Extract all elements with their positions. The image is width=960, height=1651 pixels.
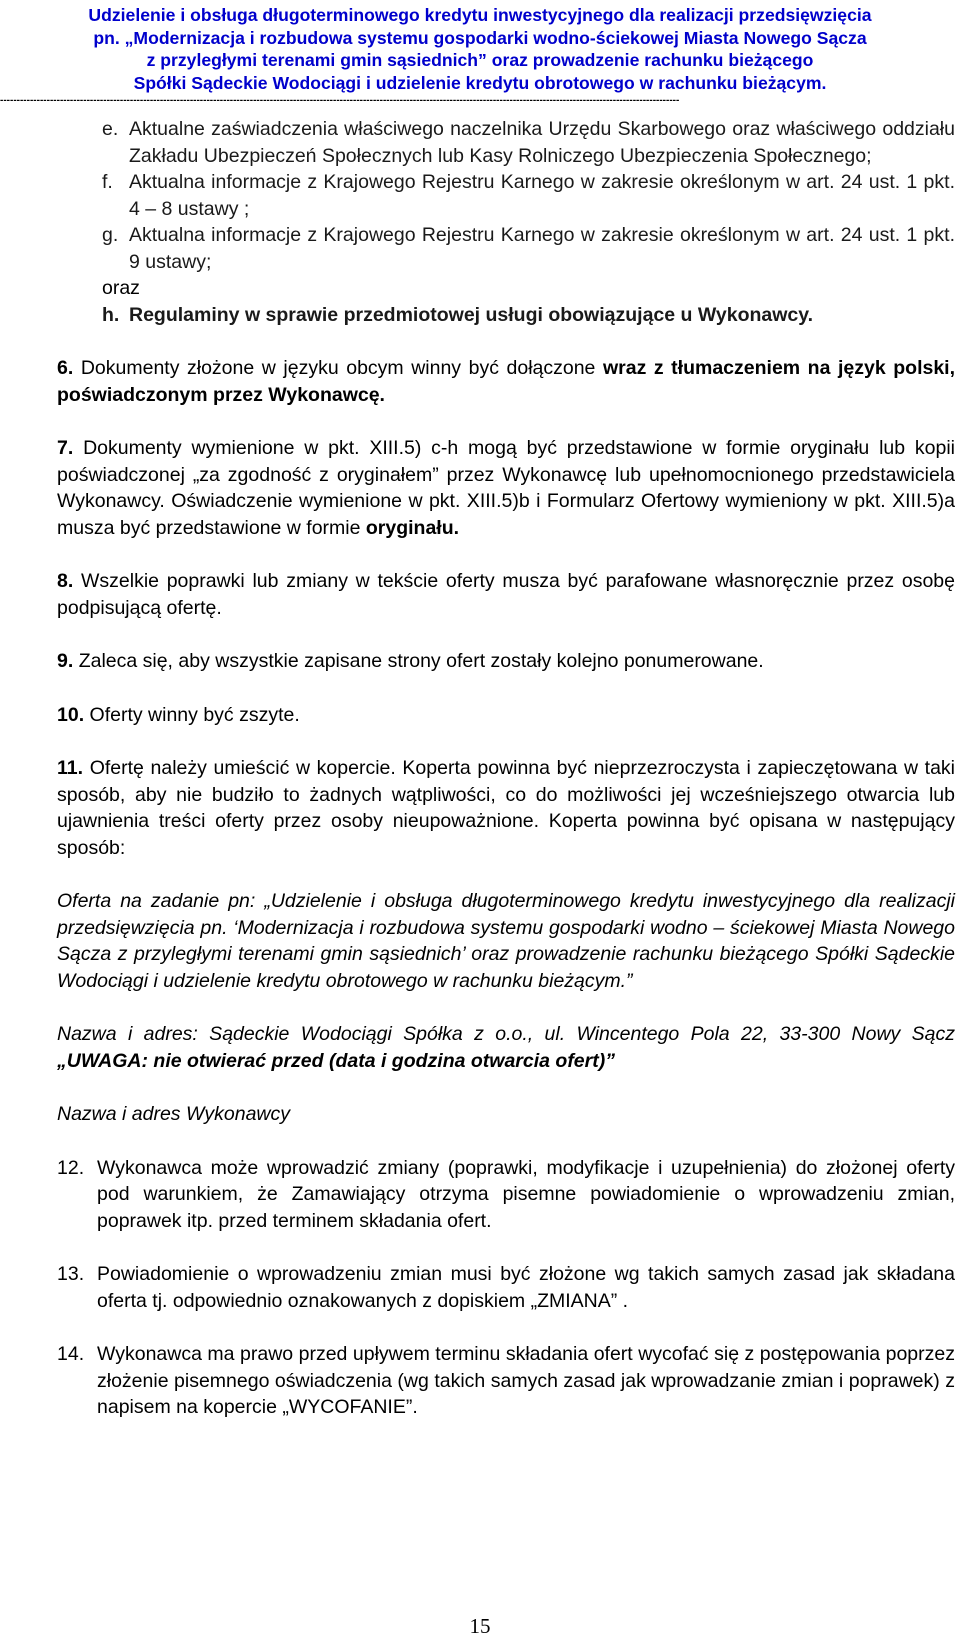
- item-text-11: Ofertę należy umieścić w kopercie. Koperta powinna być nieprzezroczysta i zapieczętowana w taki sposób, aby nie budziło to żadnych wątpliwości, co do możliwości jej wcześniejszego otwarcia lub ujawnienia treści oferty przez osoby nieupoważnione. Koperta powinna być opisana w następujący sposób:: [57, 757, 956, 859]
- header-line-1: Udzielenie i obsługa długoterminowego kredytu inwestycyjnego dla realizacji przedsięwzięcia: [88, 5, 872, 25]
- header-line-3: z przyległymi terenami gmin sąsiednich” oraz prowadzenie rachunku bieżącego: [146, 50, 814, 70]
- list-label-h: h.: [102, 303, 120, 326]
- list-text-f: Aktualna informacje z Krajowego Rejestru Karnego w zakresie określonym w art. 24 ust. 1 pkt. 4 – 8 ustawy ;: [129, 171, 955, 220]
- item-number-12: 12.: [57, 1156, 85, 1179]
- page-number: 15: [469, 1614, 491, 1638]
- item-text-6b: wraz z tłumaczeniem na język polski, poświadczonym przez Wykonawcę.: [57, 357, 956, 406]
- item-number-6: 6.: [57, 357, 74, 379]
- item-11: [57, 755, 955, 861]
- list-label-e: e.: [102, 118, 119, 140]
- document-body: [57, 116, 955, 1421]
- item-text-8: Wszelkie poprawki lub zmiany w tekście oferty musza być parafowane własnoręcznie przez osobę podpisującą ofertę.: [57, 570, 955, 619]
- item-10: [57, 702, 955, 729]
- item-text-12: Wykonawca może wprowadzić zmiany (poprawki, modyfikacje i uzupełnienia) do złożonej oferty pod warunkiem, że Zamawiający otrzyma pisemne powiadomienie o wprowadzeniu zmian, poprawek itp. przed terminem składania ofert.: [97, 1156, 955, 1232]
- item-text-14: Wykonawca ma prawo przed upływem terminu składania ofert wycofać się z postępowania poprzez złożenie pisemnego oświadczenia (wg takich samych zasad jak wprowadzanie zmian i poprawek) z napisem na kopercie „WYCOFANIE”.: [97, 1343, 955, 1418]
- list-label-f: f.: [102, 171, 113, 193]
- envelope-contractor: Nazwa i adres Wykonawcy: [57, 1103, 290, 1125]
- header-line-2: pn. „Modernizacja i rozbudowa systemu gospodarki wodno-ściekowej Miasta Nowego Sącza: [93, 27, 867, 48]
- header-line-4: Spółki Sądeckie Wodociągi i udzielenie kredytu obrotowego w rachunku bieżącym.: [133, 72, 827, 93]
- item-12: [57, 1155, 955, 1235]
- list-label-g: g.: [102, 224, 119, 246]
- envelope-address-text: Nazwa i adres: Sądeckie Wodociągi Spółka z o.o., ul. Wincentego Pola 22, 33-300 Nowy Sącz: [57, 1023, 955, 1045]
- list-text-e: Aktualne zaświadczenia właściwego naczelnika Urzędu Skarbowego oraz właściwego oddziału Zakładu Ubezpieczeń Społecznych lub Kasy Rolniczego Ubezpieczenia Społecznego;: [129, 118, 955, 167]
- item-14: [57, 1341, 955, 1421]
- item-13: [57, 1261, 955, 1314]
- list-item-f: [57, 169, 955, 222]
- envelope-offer-text: Oferta na zadanie pn: „Udzielenie i obsługa długoterminowego kredytu inwestycyjnego dla realizacji przedsięwzięcia pn. ‘Modernizacja i rozbudowa systemu gospodarki wodno – ściekowej Miasta Nowego Sącza z przyległymi terenami gmin sąsiednich’ oraz prowadzenie rachunku bieżącego Spółki Sądeckie Wodociągi i udzielenie kredytu obrotowego w rachunku bieżącym.”: [57, 890, 955, 992]
- list-item-e: [57, 116, 955, 169]
- item-number-9: 9.: [57, 650, 74, 672]
- list-text-h: Regulaminy w sprawie przedmiotowej usługi obowiązujące u Wykonawcy.: [129, 303, 814, 326]
- item-6: [57, 355, 955, 408]
- list-item-g: [57, 222, 955, 275]
- item-9: [57, 648, 955, 675]
- item-number-11: 11.: [57, 757, 84, 779]
- item-number-10: 10.: [57, 703, 85, 726]
- header-separator: ------------------------------------------------------------------------------------------------------------------------------------------------------------------------------------------------------------: [0, 95, 680, 106]
- item-7: [57, 435, 955, 541]
- item-text-7b: oryginału.: [365, 516, 460, 539]
- item-text-9: Zaleca się, aby wszystkie zapisane strony ofert zostały kolejno ponumerowane.: [78, 650, 764, 672]
- oraz-text: oraz: [102, 277, 140, 299]
- item-number-14: 14.: [57, 1343, 85, 1365]
- item-text-6a: Dokumenty złożone w języku obcym winny być dołączone: [80, 357, 603, 379]
- document-header: [24, 4, 936, 94]
- item-number-7: 7.: [57, 437, 74, 459]
- list-item-h: [57, 302, 955, 329]
- item-text-10: Oferty winny być zszyte.: [89, 703, 300, 726]
- item-text-7a: Dokumenty wymienione w pkt. XIII.5) c-h mogą być przedstawione w formie oryginału lub kopii poświadczonej „za zgodność z oryginałem” przez Wykonawcę lub upełnomocnionego przedstawiciela Wykonawcy. Oświadczenie wymienione w pkt. XIII.5)b i Formularz Ofertowy wymieniony w pkt. XIII.5)a musza być przedstawione w formie: [57, 437, 955, 539]
- envelope-warning: „UWAGA: nie otwierać przed (data i godzina otwarcia ofert)”: [57, 1049, 615, 1072]
- item-text-13: Powiadomienie o wprowadzeniu zmian musi być złożone wg takich samych zasad jak składana oferta tj. odpowiednio oznakowanych z dopiskiem „ZMIANA” .: [97, 1263, 955, 1312]
- item-number-8: 8.: [57, 570, 74, 592]
- list-text-g: Aktualna informacje z Krajowego Rejestru Karnego w zakresie określonym w art. 24 ust. 1 pkt. 9 ustawy;: [129, 224, 955, 273]
- envelope-address: [57, 1021, 955, 1074]
- item-number-13: 13.: [57, 1263, 85, 1285]
- item-8: [57, 568, 955, 621]
